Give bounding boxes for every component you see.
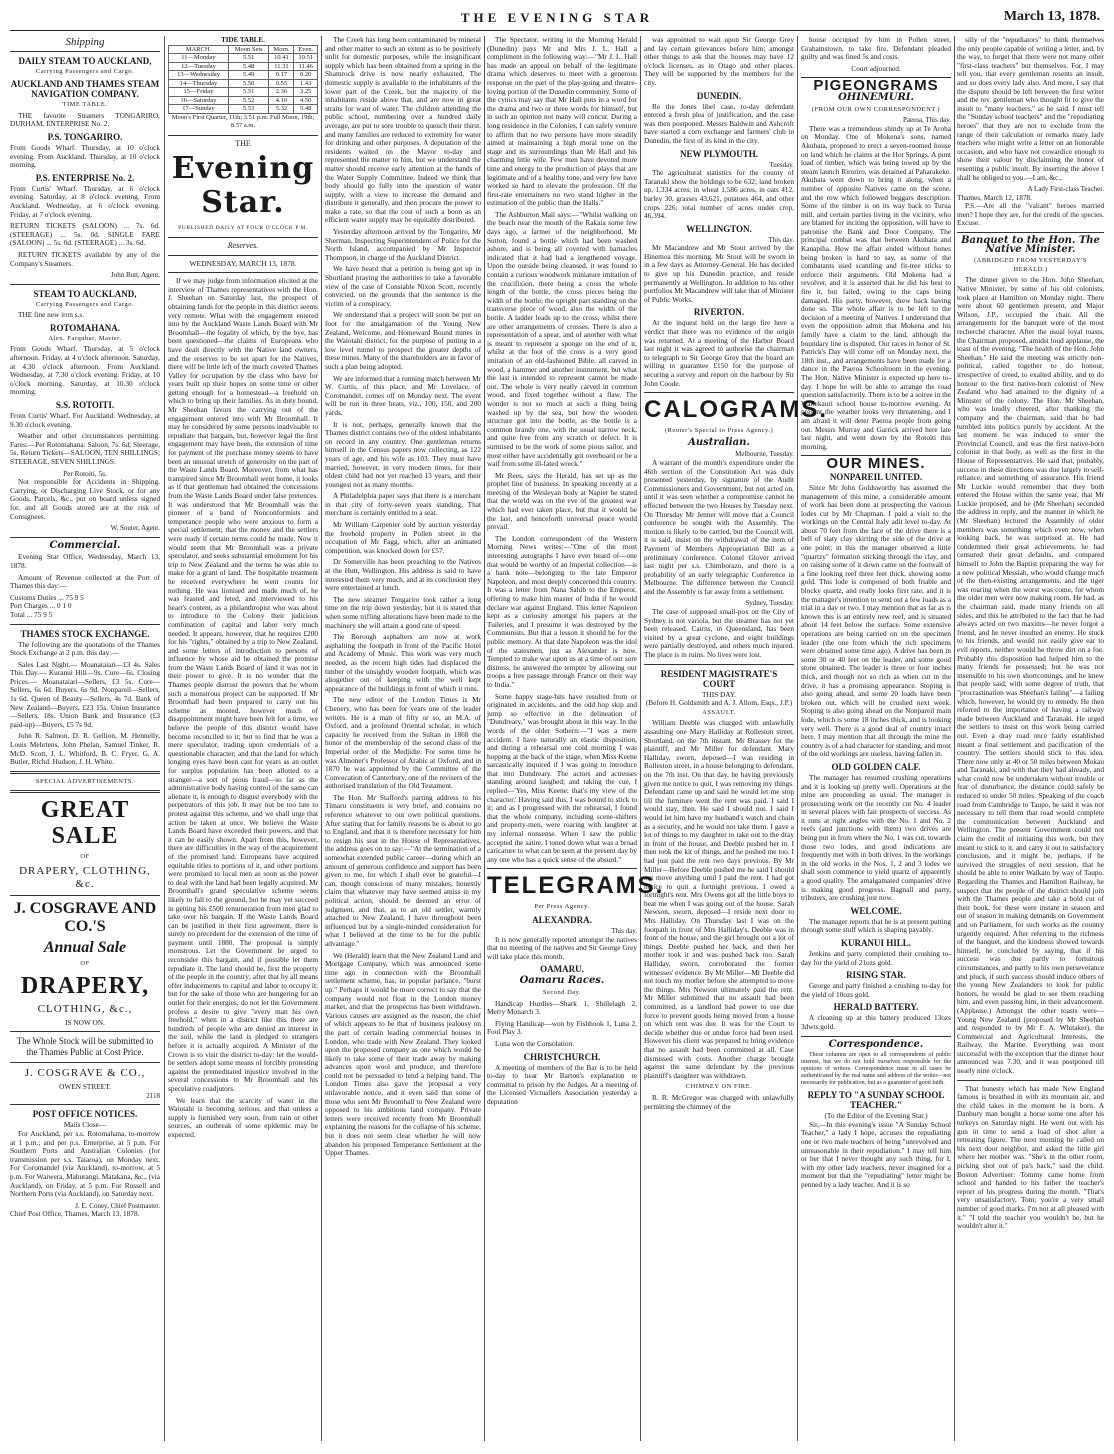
tide-cell: 5.49 (228, 71, 269, 80)
race-result: Handicap Hurdles—Shark 1, Shillelagh 2, Merry Monarch 3. (487, 998, 637, 1017)
column-5 (644, 35, 828, 1441)
mine-name: KURANUI HILL. (840, 938, 911, 948)
ship-intro: THE fine new iron s.s. (18, 310, 85, 320)
divider (487, 868, 637, 869)
ship-schedule: From Curtis' Wharf. For Auckland. Wednesday, at 9.30 o'clock evening. (10, 411, 160, 429)
court-bench: (Before H. Goldsmith and A. J. Allom, Esqs., J.P.) (645, 698, 793, 708)
article-paragraph: It is not, perhaps, generally known that the Thames district contains two of the oldest inhabitants on record in any country. One gentleman returns himself in the Census papers now collecting, as 122 years of age, and his wife as 103. They must have married, however, in very modern times, for their oldest child had not yet reached 13 years, and their youngest not as many months. (325, 419, 481, 489)
tide-title: TIDE TABLE. (221, 36, 265, 44)
divider (168, 272, 318, 273)
place-heading: OHINEMURI. (838, 91, 914, 103)
running-date: March 13, 1878. (1003, 9, 1100, 24)
court-heading: RESIDENT MAGISTRATE'S COURT (660, 668, 778, 689)
place-heading: OAMARU. (540, 964, 584, 975)
banquet-heading: Banquet to the Hon. The Native Minister. (961, 235, 1100, 255)
divider (10, 1104, 160, 1105)
exchange-heading: THAMES STOCK EXCHANGE. (20, 628, 150, 639)
cable-text: A warrant of the month's expenditure under the 46th section of the Constitution Act was duly presented yesterday, by signature of the Audit Commissioners and Government, but not acted on, until it was seen whether a compromise cannot be effected between the two Houses by Tuesday next. On Thursday Mr Jenner will move that a Council conference be sought with the Assembly. The motion is likely to be carried, but the Council will, it is said, insist on the withdrawal of the item of Payment of Members Appropriation Bill as a preliminary conference. Colonel Glover arrived last night per s.s. Chimborazo, and there is a probability of an early telegraphic Conference in Melbourne. The difference between the Council and the Assembly is far away from a settlement. (644, 457, 794, 596)
case-heading: ASSAULT. (702, 708, 736, 716)
newspaper-logo: Evening Star. (171, 151, 315, 221)
divider (957, 232, 1104, 233)
press-agency: Per Press Agency. (534, 903, 590, 911)
tide-cell: 4.50 (294, 96, 318, 105)
court-adjourned: Court adjourned. (851, 63, 901, 73)
divider (957, 1080, 1104, 1081)
court-text: William Deeble was charged with unlawfully assaulting one Mary Halliday at Rolleston street, Shortland, on the 7th instant. Mr Brassey for the plaintiff, and Mr Miller for defendant. Mary Halliday, sworn, deposed—I was residing in Rolleston street, in a house belonging to defendant, on the 7th inst. On that day, he having previously given me notice to quit, I was removing my things. Defendant came up and said he would let me stop till the furniture went the rent was paid. I said I would stay, then. He said I should not. I said I would let him have my husband's watch and chain as a security, and he would not take them. I gave a lot of things to my daughter to take out to the dray in front of the house, and Deeble pushed her in. I then took the kit of things, and he pushed me too. I had just paid the rent two days previous. By Mr Miller—Before Deeble pushed me he said I should not move anything until I paid the rent. I had got notice to quit a fortnight previous. I owed a fortnight's rent. Mrs Owens got all the little boys to beat me when I was going out of the house. Sarah Newson, sworn, deposed—I reside next door to Mrs Halliday. On Thursday last I was on the footpath in front of Mrs Halliday's. Deeble was in front of the house, and the girl brought out a lot of things. Deeble pushed her back, and then her mother took it and was pushed back too. Sarah Halliday, sworn, corroborated the former witnesses' evidence. By Mr Miller—Mr Deeble did not touch my mother before she attempted to move the things. Mrs Newson ultimately paid the rent. Mr Miller submitted that no assault had been committed, as a landlord had power to use due force to prevent goods being moved from a house on which rent was due. It was for the Court to decide whether due or undue force had been used. However his client was prepared to bring evidence that no assault had been committed at all. Case dismissed with costs. Another charge brought against the same defendant by the previous plaintiff's daughter was withdrawn. (644, 718, 794, 1080)
tide-cell: 5.51 (228, 54, 269, 63)
article-paragraph: Mr Rees, says the Herald, has set up as the prophet line of business. In speaking recently at a meeting of the Wesleyan body at Napier he stated that the world was on the eve of the greatest war which had ever taken place, but that it would be the last, and henceforth universal peace would prevail. (487, 470, 637, 532)
article-paragraph: Yesterday afternoon arrived by the Tongariro, Mr Sherman, Inspecting Superintendent of Police for the North Island, accompanied by Mr Inspector Thompson, in charge of the Auckland District. (325, 227, 481, 262)
correspondence-note: These columns are open to all correspondents of public interest, but we do not hold ourselves responsible for the opinions of writers. Correspondence must in all cases be authenticated by the real name and address of the writer—not necessarily for publication, but as a guarantee of good faith. (801, 1052, 951, 1087)
tide-cell: 5.50 (228, 79, 269, 88)
tide-cell: 11.31 (269, 62, 294, 71)
banquet-text: The dinner given to the Hon. John Sheehan, Native Minister, by some of his old colonists, took place at Hamilton on Monday night. There were about 60 gentlemen present, and Major Wilson, J.P., occupied the chair. All the arrangements for the banquet were of the most recherché character. After the usual loyal toasts, the Chairman proposed, amidst loud applause, the toast of the evening, "The health of the Hon. John Sheehan." He said the meeting was strictly non-political, called together to do honour, irrespective of creed, to exalted ability, and to do honour to the first native-born colonist of New Zealand who had attained to the dignity of a Minister of the colony. The Hon. Mr Sheehan, who was loudly cheered, after thanking the company and the chairman, said that he had tumbled into politics purely by accident. At the last moment he was induced to enter the Provincial Council, and was the first native-born colonist in that body, as well as the first in the House of Representatives. He said that, probably, success in these directions was due largely to self-reliance, and something of assurance. His friend Mr Luckie would remember that they both entered the House within the same year, that Mr Luckie proposed, and he (Mr Sheehan) seconded the address in reply, and the manner in which he (Mr Sheehan) lectured the Assembly of older members was something which even now, when looking back, he was surprised at. He had condemned their great achievements, he had censured their great defaults, and compared himself to John the Baptist preparing the way for a new political Messiah, who would change much of the then-existing arrangements, and the tiger was roaring when the worst was come, for whom the older men were now making room. He had, as the chairman said, made many friends on all sides, and this he attributed to the fact that he had always acted on two maxims—he never forgot a friend, and he never insulted an enemy. He stuck to his friends, and would not easily give ear to evil reports, neither would he throw dirt on a foe. Probably this disposition had helped him to the many friends he possessed; but he was not insensible to his own shortcomings, and he knew that people said, with some degree of truth, that "procrastination was Sheehan's failing"—a failing which, however, he would try to remedy. He then referred to the importance of having a railway made between Auckland and Taranaki. He urged the settlers to insist on this work being carried out. Even a dray road once fairly established meant a final settlement and pacification of the country. The settlers should stick to this idea. There now only at 40 or 50 miles between Mokau and Taranaki, and with that they had already, and what could now be undertaken without trouble or fear of disturbance, the distance could safely be reduced to under 50 miles. Speaking of the coach road from Cambridge to Taupo, he said it was not necessary to tell them that road would complete the communication between Auckland and Wellington. The present Government could not claim the credit of initiating this work, but they meant to stick to it, and carry it out to satisfactory conclusion, and it might be, perhaps, if he survived the struggles of next session, that he should be able to enter Waikato by way of Taupo. Regarding the Thames and Hamilton Railway, he suspect that the people of the district should join with the Thames people and take a bold cut of their book, for these were instant in season and out of season in making demands on Government and on Parliament, for such works as the country urgently required. After referring to the richness of the banquet, and the kindness showed towards himself, he concluded by saying, that if his success was due partly to fortuitous circumstances, and partly to his own perseverance and pluck, if such success should induce others of the young New Zealanders to look for public honors, he would be glad to see them reaching him, and even passing him, in their advancement. (Applause.) Amongst the other toasts were—Young New Zealand (proposed by Mr Sheehan and responded to by Mr F. A. Whitaker), the Commercial and Agricultural Interests, the Railway, the Marine. Everything was most successful with the exception that the dinner hour announced was 7.30, and it was postponed till nearly nine o'clock. (957, 275, 1104, 1076)
timetable-label: TIME TABLE. (62, 101, 108, 109)
letter-title: REPLY TO "A SUNDAY SCHOOL TEACHER." (807, 1090, 945, 1111)
column-1 (10, 36, 160, 1441)
letter-signature: A Lady First-class Teacher. (1027, 185, 1104, 194)
column-rule (640, 36, 641, 1441)
liability-note: Not responsible for Accidents in Shipping, Carrying, or Discharging Live Stock, or for any Goods, Parcels, &c., put on board unless signed for, and all Goods stored are at the risk of Consignees. (10, 477, 160, 521)
divider (10, 771, 160, 774)
dateline: This day. (768, 235, 794, 244)
stock-text: The Whole Stock will be submitted to the Thames Public at Cost Price. (16, 1036, 154, 1058)
office-dateline: Evening Star Office, Wednesday, March 13, 1878. (10, 552, 160, 570)
divider (10, 284, 160, 285)
divider (10, 1062, 160, 1063)
divider (801, 1036, 951, 1037)
tide-cell: 12—Tuesday (169, 62, 229, 71)
mine-name: HERALD BATTERY. (833, 1002, 919, 1013)
of-label: OF (80, 960, 90, 967)
sales-text: Sales Last Night.— Moanataiari—£3 4s. Sales This Day.— Kuranui Hill—9s. Cure—6s. Closing Prices.— Moanataiari—Sellers, £3 5s. Cure—Sellers, 6s 6d. Buyers, 6s 9d. Nonpareil—Sellers, 1s 6d. Queen of Beauty—Sellers, 4s 7d. Bank of New Zealand—Buyers, £23 15s. Union Insurance—Sellers, 18s. Union Bank and Insurance (£3 paid-up)—Buyers, £5 7s 9d. (10, 659, 160, 729)
editorial-heading: Reserves. (227, 240, 259, 250)
the-label: THE (235, 138, 251, 148)
tide-cell: 5.48 (228, 62, 269, 71)
great-sale: GREAT SALE (40, 797, 130, 850)
article-paragraph: A Philadelphia paper says that there is a merchant in that city of forty-seven years standing. That merchant is certainly entitled to a seat. (325, 491, 481, 518)
column-rule (954, 36, 955, 1441)
column-6 (801, 36, 951, 1441)
tide-cell: 1.43 (294, 79, 318, 88)
telegram-text: was appointed to wait upon Sir George Grey and lay certain grievances before him; amongst other things to ask that the houses may have 12 o'clock licenses, as in Otago and other places. They will be supported by the members for the city. (644, 35, 794, 87)
fare-note: Per Rotoiti, 5s. (63, 468, 107, 478)
mine-report: Jenkins and party completed their crushing to-day for the yield of 21ozs gold. (801, 949, 951, 967)
drapery-line: DRAPERY, CLOTHING, &c. (19, 865, 151, 890)
ad-subheading: Carrying Passengers and Cargo. (35, 300, 135, 308)
ship-schedule: From Goods Wharf. Thursday, at 10 o'clock evening. From Auckland. Thursday, at 10 o'clock morning. (10, 142, 160, 170)
running-title: THE EVENING STAR (460, 10, 654, 25)
dateline: Sydney, Tuesday. (745, 599, 794, 608)
tide-col: MARCH. (169, 45, 229, 54)
tide-cell: 13—Wednesday (169, 71, 229, 80)
tide-row (169, 96, 318, 105)
mine-name: RISING STAR. (846, 970, 906, 981)
tide-cell: 0.17 (269, 71, 294, 80)
column-rule (797, 36, 798, 1441)
letter-text: Sir,—In this evening's issue "A Sunday School Teacher," a lady I hope, accuses the repudiating one or two male teachers of being "unrevolved and unreasonable in their repudiation." I may tell him or her that I never thought any such thing, for I, with my other lady teachers, never imagined for a moment but that the "repudiating" letter might be penned by a lady teacher. And it is so (801, 1119, 951, 1189)
mine-name: NONPAREIL UNITED. (829, 471, 923, 482)
divider (10, 1031, 160, 1032)
tide-cell: 5.48 (294, 105, 318, 114)
abridged-note: (ABRIDGED FROM YESTERDAY'S HERALD.) (973, 257, 1087, 273)
post-office-place: Chief Post Office, Thames, March 13, 1878. (10, 1209, 140, 1219)
tide-row (169, 54, 318, 63)
mine-report: George and party finished a crushing to-day for the yield of 10ozs gold. (801, 981, 951, 999)
tide-cell: 16—Saturday (169, 96, 229, 105)
tide-cell: 5.53 (228, 105, 269, 114)
column-7 (957, 36, 1104, 1441)
special-heading: SPECIAL ADVERTISEMENTS. (35, 777, 135, 785)
tide-row (169, 88, 318, 97)
article-text: There was a tremendous shindy up at Te Aroha on Monday. One of Mokena's sons, named Akuhata, proposed to erect a seven-roomed house on land which he claims at the Hot Springs. A punt load of timber, which was being towed up by the steam launch Riroriro, was detained at Paharakeke. Akuhata went down to bring it along, when a number of opposite Natives came on the scene, and the row which followed beggars description. Some of the timber is on its way back to Turua mill, and certain parties living in the vicinity, who are blamed for inciting the opposition, will have to patronise the Bank and Door Company. The principal combat was that between Akuhata and Kanapiha. How the affair ended without bones being broken is hard to say, as some of the combatants used scantling and fit-tree sticks to enforce their arguments. Old Mokena had a revolver, and it is asserted that he did his best to fire it, but failed, owing to the caps being damaged. His party, however, drew back having done so. The whole affair is to be left to the decision of a meeting of Natives. I understand that even the opposition admit that Mokena and his family have a claim to the land, although the boundary line is disputed. Our races in honor of St. Patrick's Day will come off on Monday next, the 18th inst., and arrangements have been made for a dance in the Paeroa Schoolroom in the evening. The Hon. Native Minister is expected up here to-day. I hope he will be able to arrange the road question satisfactorily. There is to be a soiree in the Waitekauri school house to-morrow evening. At present the weather looks very threatening, and I am afraid it will deter Paeroa people from going out. Messrs Murray and Garrick arrived here late last night, and went down by the Rotoiti this morning. (801, 123, 951, 451)
total-row: Total ... 75 9 5 (10, 609, 53, 619)
races-heading: Oamaru Races. (519, 975, 605, 987)
now-on: IS NOW ON. (65, 1017, 105, 1027)
tide-row (169, 79, 318, 88)
divider (10, 624, 160, 625)
article-paragraph: We have heard that a petition is being got up in Shortland praying the authorities to take a favorable view of the case of Constable Nixon Scott, recently convicted, on the grounds that the sentence is the victim of a conspiracy. (325, 264, 481, 308)
tide-row (169, 62, 318, 71)
cable-text: The case of supposed small-pox on the City of Sydney is not variola, but the steamer has not yet been released. Cairns, in Queensland, has been visited by a great cyclone, and eight buildings were partially destroyed, and others much injured. The place is in ruins. No lives were lost. (644, 607, 794, 660)
letter-text: silly of the "repudiators" to think themselves the only people capable of writing a letter, and, by the way, to forget that there were not many other "first-class teachers" but themselves. For, I may tell you, that every gentleman resents an insult, and so does every lady also. And more, I say that the dispute should be left between the first writer and the rev. gentleman who thought fit to give the insult to "many teachers," as he said. I must tell the "Sunday school teachers" and the "repudiating heroes" that they are not to exclude from the range of their calculation or remarks many lady teachers who might write a letter on an honorable occasion, and who have not cowardice enough to show their valour by disclaiming the honor of resenting a public insult. By inserting the above I shall be obliged to you.—I am, &c., (957, 35, 1104, 182)
place-heading: NEW PLYMOUTH. (679, 148, 758, 159)
clothing-line: CLOTHING, &c., (37, 1002, 133, 1015)
place-heading: RIVERTON. (693, 307, 745, 318)
article-paragraph: The Spectator, writing in the Morning Herald (Dunedin) pays Mr and Mrs J. L. Hall a compliment in the following way:—"Mr J. L. Hall has made an appeal on behalf of the legitimate drama which deserves to meet with a generous response on the part of the play-going and theatre-loving portion of the Dunedin community. Some of the cynics may say that Mr Hall puts in a word for the drama and two or three words for himself, but in such an opinion not many will concur. During a long residence in the Colonies, I can safely venture to affirm that no two persons have more steadily aimed at maintaining a high moral tone on the stage and its surroundings than Mr Hall and his charming little wife. Few men have devoted more time and energy to the production of plays that are legitimate and of a healthy tone, and very few have worked so hard to elevate the profession. Of the first-rate entertainers no two stand higher in the estimation of the public than the Halls." (487, 35, 637, 208)
editorial-text: If we may judge from information elicited at the interview of Thames representatives with the Hon. J. Sheehan on Saturday last, the prospect of obtaining lands for the people in this district seems very remote. What with the engagement entered into by the Auckland Waste Lands Board with Mr Broomhall—the legality of which, by the bye, has been questioned—the claims of Europeans who have dealt directly with the Native land owners, and the reserves to be set apart for the Natives, there will be little left of the much coveted Thames Valley for occupation by the class who have for years built up their hopes on some time or other getting enough for a homestead—a freehold on which to bring up their families. As in duty bound, Mr Sheehan favors the carrying out of the engagement entered into with Mr Broomhall. It may be considered by some persons inadvisable to repudiate that bargain, but, however legal the first engagement may have been, the extension of time for payment of the purchase money seems to have been an unusual stretch of generosity on the part of the Waste Lands Board. Moreover, from what has transpired since Mr Broomhall went home, it looks as if that gentleman had obtained the concessions from the Waste Lands Board under false pretences. It was understood that Mr Broomhall was the pioneer of a band of Nonconformists and temperance people who were anxious to form a special settlement; that the money and the settlers were ready if certain terms could be made. Now it would seem that Mr Broomhall was a private speculator, and seeks substantial emolument for his trip to New Zealand and the terms he was able to make for a grant of land. The hospitable treatment he received everywhere he went counts for nothing. He was lionised and made much of, he was feasted and feted, and interviewed to his heart's content, as a philanthropist who was about to introduce to the Colony their judicious combination of capital and labor very much needed. It appears, however, that he requires £200 for his "rights," obtained by a trip to New Zealand, and some letters of introduction to persons of influence by whose aid he obtained the promise from the Waste Lands Board of land it was not in their power to give. It is no wonder that the Thames people distrust the powers that he whom such a monstrous project can be supported. If Mr Broomhall had been prepared to carry out his scheme as mooted, however much of disappointment might have been felt for a time, we believe the people of this district would have become reconciled to it; but to find that he was a mere speculator, trading upon credentials of a questionable character; and that the land for which longing eyes have been cast for years as an outlet for surplus population has been allotted to a stranger—a sort of pious fraud—so far as the administrative body having control of the same can alienate it, is enough to disgust everybody with the perpetrators of this job. It may not be too late to protest against this scheme, and we shall urge that action be taken at once. We believe the Waste Lands Board have exceeded their powers, and that it can be easily shown. Apart from this, however, there are difficulties in the way of the acquirement of the promised land. Europeans have acquired equitable titles to portions of it, and other portions were promised to local men as soon as the power to deal with the land had been legally acquired. Mr Broomhall's grand speculative scheme seems likely to fall to the ground, but he may yet succeed in getting his £500 remuneration from men glad to take over his bargain. If the Waste Lands Board can be justified in their first agreement, there is surely no precedent for the extension of the time of payment until 1880. The proposal is simply monstrous. Let the Government be urged to reconsider this bargain, and if possible let them repudiate it. The land should be, first the property of the people in the country; after that by all means offer inducements to capital and labor to occupy it; but for the sake of those who are hungering for an outlet for their energies, do not let the Government profess a desire to give "every man his own freehold," when in a district like this there are hundreds of people who are denied an interest in the soil, while the land is pledged to strangers before it is actually acquired. A Minister of the Crown is to visit the district to-day: let the would-be settlers adopt some means of forcibly protesting against the premeditated injustice involved in the several concessions to Mr Broomhall and his speculative coadjutors. (168, 276, 318, 1093)
editorial-dateline: WEDNESDAY, MARCH 13, 1878. (189, 258, 297, 268)
article-paragraph: That honesty which has made New England famous is breathed in with its mountain air, and the child takes in the moment he is born. A Danbury man bought a horse some one after his turkeys on Saturday night. He went out with his gun in time to send a load of shot after a retreating figure. The next morning he called on his next door neighbor, and asked the little girl where her mother was. "She's in the other room, picking shot out of pa's back," said the child. Boston Advertiser: Tommy came home from school and handed to his father the teacher's report of his progress during the month. "That's very unsatisfactory, Tom; you're a very small number of good marks. I'm not at all pleased with it." "I told the teacher you wouldn't be, but he wouldn't alter it." (957, 1083, 1104, 1231)
article-paragraph: The London correspondent of the Western Morning News writes:—"One of the most interesting autographs I have ever heard of—one that would be worthy of an imperial collection—is a bank note—belonging to the late Emperor Napoleon, and most deeply concerned this country. It was a letter from Nana Sahib to the Emperor, offering to make him master of India if he would declare war against England. This letter Napoleon kept as a curiosity amongst his papers at the Tuileries, and I presume it was destroyed by the Communists. But that a lesson it should be for the public memory. At that date Napoleon was the idol of the statesmen, just as Alexander is now. Tempted to make war upon us at a time of our sore distress, he answered the tempter by allowing our troops a free passage through France on their way to India." (487, 533, 637, 689)
annual-sale: Annual Sale (43, 939, 127, 956)
telegram-text: At the inquest held on the large fire here a verdict that there was no evidence of the origin was returned. At a meeting of the Harbor Board last night it was agreed to authorise the chairman to telegraph to Sir George Grey that the board are willing to guarantee £150 for the purpose of securing a survey and report on the harbour by Sir John Coode. (644, 318, 794, 388)
tide-cell: 10.41 (269, 54, 294, 63)
tide-cell: 3.25 (294, 88, 318, 97)
steamers-text: THE favorite Steamers TONGARIRO, DURHAM, ENTERPRISE No. 2. (10, 110, 160, 129)
column-2 (168, 36, 318, 1441)
telegram-text: Re the Jones libel case, to-day defendant entered a fresh plea of justification, and the case was then postponed. Messrs Baldwin and Ashcroft have started a corn exchange and farmers' club in Dunedin, the first of its kind in the city. (644, 101, 794, 145)
tide-cell: 4.10 (269, 96, 294, 105)
tide-cell: 17—Sunday (169, 105, 229, 114)
divider (10, 537, 160, 538)
exchange-text: The following are the quotations of the Thames Stock Exchange at 2 p.m. this day:— (10, 639, 160, 658)
ship-name: P.S. ENTERPRISE No. 2. (35, 172, 135, 183)
publication-note: PUBLISHED DAILY AT FOUR O'CLOCK P.M. (178, 225, 308, 232)
tide-cell: 5.51 (228, 88, 269, 97)
ship-name: P.S. TONGARIRO. (47, 131, 123, 142)
mine-report: The manager has resumed crushing operations and it is looking up pretty well. Operations at the mine are proceeding as usual. The manager is prosecuting work on the recently cut No. 4 leader in several places with fair prospects of success. As it runs at right angles with the No. 1 and No. 2 reefs (and junctions with them) two drives are being put in from where the No. 1 was cut, towards those two lodes, and good indications are frequently met with in both drives. In the workings in the old works in the Nos. 1, 2 and 3 lodes we shall soon commence to yield quartz of apparently a good quality. The amalgamated companies' drive is making good progress. Bagnall and party, tributers, are crushing just now. (801, 772, 951, 903)
place-heading: ALEXANDRA. (532, 915, 592, 925)
tide-cell: 11—Monday (169, 54, 229, 63)
correspondent-note: (FROM OUR OWN CORRESPONDENT.) (811, 105, 941, 113)
divider (10, 895, 160, 896)
article-paragraph: The Creek has long been contaminated by mineral and other matter to such an extent as to be positively unfit for domestic purposes, while the insignificant supply which has been obtained from a spring in the Shamrock drive is now nearly exhausted. The domestic supply is available to the inhabitants of the lower part of the Creek, but the majority of the inhabitants reside above that, and are now in great straits for want of water. The children attending the public school, numbering over a hundred daily average, are put to sore trouble to quench their thirst, and many families are reduced to extremity for water for drinking and other purposes. A deputation of the residents waited on the Mayor to-day and represented the matter to him, but we understand the matter should receive early attention at the hands of the Water Supply Committee. Indeed we think that body should go fully into the question of water supply, with a view to increase the demand and distribute it generally, and then procure the power to make a rate, so that the cost of such a boon as an efficient water supply may be equitably distributed. (325, 35, 481, 225)
tide-table (168, 45, 318, 114)
divider (10, 51, 160, 52)
ship-schedule: From Curtis' Wharf. Thursday, at 6 o'clock evening. Saturday, at 8 o'clock evening. From Auckland. Wednesday, at 6 o'clock evening. Friday, at 7 o'clock evening. (10, 183, 160, 219)
letter-postscript: P.S.—Are all the "valiant" heroes married men? I hope they are, for the credit of the species. Excuse. (957, 201, 1104, 228)
ad-heading: STEAM TO AUCKLAND, (33, 288, 137, 299)
article-paragraph: We are informed that a running match between Mr W. Curtis, of this place, and Mr Lovelace, of Coromandel, comes off on Monday next. The event will be run in three heats, viz., 100, 150, and 200 yards. (325, 373, 481, 417)
ad-number: 2118 (146, 1091, 160, 1100)
race-result: Luna won the Consolation. (495, 1038, 575, 1048)
ship-master: Alex. Farquhar, Master. (48, 334, 122, 342)
tide-cell: 0.20 (294, 71, 318, 80)
article-paragraph: Mr William Carpenter sold by auction yesterday the freehold property in Pollen street in the occupation of Mr Fagg, which, after an animated competition, was knocked down for £57. (325, 520, 481, 555)
column-rule (164, 36, 165, 1441)
letter-place: Thames, March 12, 1878. (957, 192, 1032, 202)
ad-subheading: Carrying Passengers and Cargo. (35, 67, 135, 75)
newspaper-page (10, 8, 1104, 1446)
company-name: AUCKLAND AND THAMES STEAM NAVIGATION COMPANY. (10, 79, 160, 100)
weather-text: Weather and other circumstances permitting. Fares:—Per Rotomahana: Saloon, 7s. 6d; Steerage, 5s. Return Tickets—SALOON, TEN SHILLINGS; STEERAGE, SEVEN SHILLINGS. (10, 431, 160, 466)
customs-row: Customs Duties ... 75 9 5 (10, 592, 84, 602)
agent-signature: W. Souter, Agent. (110, 524, 160, 533)
column-3 (325, 36, 481, 1441)
tide-cell: 2.36 (269, 88, 294, 97)
tide-cell: 5.32 (269, 105, 294, 114)
races-day: Second Day. (542, 988, 582, 996)
mine-name: WELCOME. (850, 905, 902, 916)
tide-cell: 11.46 (294, 62, 318, 71)
case-heading: CHIMNEY ON FIRE. (685, 1083, 753, 1091)
article-paragraph: The Hon. Mr Stafford's parting address to his Timaru constituents is very brief, and contains no reference whatever to our own political questions. After stating that for family reasons he is about to go to England, and that it is therefore necessary for him to resign his seat in the House of Representatives, the address goes on to say:—"At the termination of a somewhat extended public career—during which an amount of generous confidence and support has been given to me, for which I shall ever be grateful—I can, though conscious of many mistakes, honestly claim that whatever may have seemed amiss in my political action, should be deemed an error of judgment, and that, as to an old settler, warmly attached to New Zealand, I have throughout been influenced but by a single-minded consideration for what I believed at the time to be for the public advantage." (325, 792, 481, 948)
post-office-heading: POST OFFICE NOTICES. (32, 1109, 138, 1120)
column-rule (321, 36, 322, 1441)
revenue-text: Amount of Revenue collected at the Port of Thames this day:— (10, 572, 160, 591)
article-paragraph: The Ashburton Mail says:—"Whilst walking on the beach near the mouth of the Rakaia some few days ago, a farmer of the neighborhood, Mr Sutton, found a bottle which had been washed ashore, and is being all covered with barnacles indicated that it had had a lengthened voyage. Upon the outside being cleansed, it was found to contain a curious woodwork miniature imitation of the crucifixion, there being a cross the whole length of the bottle, the cross pieces being the width of the bottle; the upright part standing on the transverse piece of wood, also the width of the bottle. A ladder leads up to the cross, whilst there are other arrangements of crosses. There is also a representation of a spear, and of another with what is meant to represent a sponge on the end of it, whilst at the foot of the cross is a very good imitation of an old-fashioned Bible, all carved in wood, a hammer and another instrument, but what the last is intended to represent cannot be made out. The whole is very neatly carved in common wood, and fixed together without a flaw. The wonder is not so much at such a thing being washed up by the sea, but how the wooden structure got into the bottle, as the bottle is a common brandy one, with the usual narrow neck, and quite free from any scratch or defect. It is surmised to be the work of some pious sailor, and most either have accidentally got overboard or be a waif from some ill-fated wreck." (487, 209, 637, 469)
tide-cell: 14—Thursday (169, 79, 229, 88)
tide-header-row (169, 45, 318, 54)
mine-report: A cleaning up at this battery produced 13ozs 3dwts gold. (801, 1013, 951, 1031)
dateline: This day. (611, 927, 637, 935)
divider (644, 664, 794, 665)
article-paragraph: We (Herald) learn that the New Zealand Land and Mortgage Company, which was announced some time ago in connection with the Broomhall settlement scheme, has, in popular parlance, "burst up." Perhaps it would be more correct to say that the company would not float in the London money market, and that the prospectus has been withdrawn. Various causes are assigned as the reason, the chief of which appears to be that of business jealousy on the part of certain leading commercial houses in London, who trade with New Zealand. They looked upon the proposed company as one which would be likely to take some of their trade away by making advances upon wool and produce, and therefore could not be persuaded to lend a helping hand. The London Times also gave the proposal a very unfavorable notice, and it even said that some of those who sent Mr Broomhall to New Zealand were opposed to his ambitious land company. Private letters were received recently from Mr Broomhall explaining the reasons for the collapse of his scheme, but it does not seem clear whether he will now abandon his proposed Temperance Settlement at the Upper Thames. (325, 950, 481, 1158)
article-paragraph: We understand that a project will soon be put on foot for the amalgamation of the Young New Zealand, Welcome, and Homeward Bound mines in the Waiotahi district, for the purpose of putting in a low level tunnel to prospect the greater depths of these mines. Many of the shareholders are in favor of such a plan being adopted. (325, 310, 481, 371)
postmaster-signature: J. E. Coney, Chief Postmaster. (75, 1201, 160, 1210)
ship-name: S.S. ROTOITI. (55, 400, 115, 411)
drapery-title: DRAPERY, (20, 972, 150, 999)
divider (168, 255, 318, 256)
column-4 (487, 35, 665, 1441)
mine-report: Since Mr John Goldsworthy has assumed the management of this mine, a considerable amount of work has been done at prospecting the various lodes cut by Mr Chapman. I paid a visit to the workings on the Central Italy adit level to-day. At about 70 feet from the face of the drive there is a bell of slaty clay skirting the side of the drive at one point; in this the manager observed a little "quartzy" formation sticking through the clay, and on raising some of it down came on the footwall of a fine looking reef three feet thick, showing some gold. This lode is composed of both friable and blocky quartz, and really looks first rate, and it is the manager's intention to send out a few loads as a trial in a day or two. I may mention that as far as is known this is an entirely new reef, and is situated about 14 feet below the surface. Some extensive operations are being carried on on the specimen leader (the one from which the rich specimens were obtained some time ago). A drive has been in some 30 or 40 feet on the leader, and some good stone obtained. The leader is three or four inches thick, and though not so rich as when cut in the drive, it has a promising appearance. Stoping is also going ahead, and some 20 loads have been broken out, which will be crushed next week. Stoping is also going ahead on the Nonpareil main lode, which is some 18 inches thick, and is looking very well. There is a good deal of country intact here. I may mention that all through the mine the country is of a bad character for standing, and most of the old workings are useless, having fallen in. (801, 482, 951, 759)
divider (168, 237, 318, 238)
court-text: house occupied by him in Pollen street, Grahamstown, to take fire. Defendant pleaded guilty and was fined 5s and costs. (801, 35, 951, 62)
telegram-text: The agricultural statistics for the county of Taranaki show the holdings to be 632; land broken up, 1,334 acres; in wheat 1,586 acres, in oats 412, barley 30, grasses 43,621, potatoes 464, and other crops 226; total number of acres under crop, 46,394. (644, 168, 794, 221)
place-heading: CHRISTCHURCH. (523, 1051, 601, 1062)
mails-close: Mails Close— (63, 1120, 107, 1130)
column-rule (484, 36, 485, 1441)
telegram-text: Mr Macandrew and Mr Stout arrived by the Hinemoa this morning. Mr Stout will be sworn in in a few days as Attorney-General. He has decided to give up his Dunedin practice, and reside permanently at Wellington. In addition to his other portfolios Mr Macandrew will take that of Minister of Public Works. (644, 243, 794, 304)
owen-street: OWEN STREET. (59, 1082, 111, 1092)
mine-name: OLD GOLDEN CALF. (831, 761, 921, 772)
divider (168, 135, 318, 136)
tide-row (169, 71, 318, 80)
running-header (10, 8, 1104, 31)
article-paragraph: The new steamer Tongariro took rather a long time on the trip down yesterday, but it is stated that when some trifling alterations have been made to the machinery she will attain a good rate of speed. (325, 594, 481, 630)
mails-text: For Auckland, per s.s. Rotomahana, to-morrow at 1 p.m.; and per p.s. Enterprise, at 5 p.m. For Southern Ports and Australian Colonies (for transmission per s.s. Taiaroa), on Monday next. For Coromandel (via Auckland), to-morrow, at 5 p.m. For Waiwera, Mahurangi, Matakana, &c., (via Auckland), on Friday, at 5 p.m. For Russell and Northern Ports (via Auckland), on Saturday next. (10, 1128, 160, 1199)
fares-note: RETURN TICKETS available by any of the Company's Steamers. (10, 249, 160, 268)
ad-heading: DAILY STEAM TO AUCKLAND, (18, 55, 152, 66)
tide-cell: 0.55 (269, 79, 294, 88)
tide-cell: 5.52 (228, 96, 269, 105)
mines-heading: OUR MINES. (826, 455, 926, 473)
australian-heading: Australian. (688, 436, 750, 448)
article-paragraph: We learn that the scarcity of water in the Waiotahi is becoming serious, and that unless a supply is furnished very soon, from rain or other sources, an outbreak of some epidemic may be expected. (168, 1095, 318, 1139)
letter-address: (To the Editor of the Evening Star.) (824, 1111, 928, 1121)
tide-row (169, 105, 318, 114)
commercial-heading: Commercial. (49, 539, 121, 551)
port-row: Port Charges ... 0 1 0 (10, 601, 72, 611)
cosgrave-co: J. COSGRAVE & CO., (24, 1067, 146, 1080)
article-paragraph: The new editor of the London Times is Mr Chenery, who has been for years one of the leader writers. He is a man of fifty or so, an M.A. of Oxford, and a profound Oriental scholar, in which capacity he received from the Sultan in 1868 the honor of the membership of the second class of the Imperial order of the Medjidie. For some time he was Almoner's Professor of Arabic at Oxford, and in 1870 he was appointed by the Committee of the Convocation of Canterbury, one of the revisers of the authorised translation of the Old Testament. (325, 695, 481, 791)
dateline: Paeroa, This day. (902, 116, 951, 125)
pigeongrams-heading: PIGEONGRAMS (813, 77, 939, 95)
tide-cell: 15—Friday (169, 88, 229, 97)
tide-col: Even. (294, 45, 318, 54)
of-label: OF (80, 853, 90, 861)
shipping-heading: Shipping (65, 36, 105, 48)
cosgrave-name: J. COSGRAVE AND CO.'S (13, 900, 157, 935)
dateline: Tuesday. (769, 160, 794, 169)
ship-name: ROTOMAHANA. (49, 322, 121, 333)
mine-report: The manager reports that he is at present putting through some stuff which is shaping payably. (801, 916, 951, 935)
correspondence-heading: Correspondence. (828, 1038, 924, 1050)
moon-text: Moon's First Quarter, 11th; 3.51 p.m. Full Moon, 19th; 8.57 a.m. (171, 113, 315, 130)
tide-col: Moon Sets (228, 45, 269, 54)
divider (10, 790, 160, 793)
reuters-note: (Reuter's Special to Press Agency.) (664, 427, 774, 435)
calograms-heading: CALOGRAMS. (644, 396, 828, 424)
article-paragraph: Some happy stage-hits have resulted from or originated in accidents, and the odd hop skip and jump so effective in the delineation of "Dundreary," was brought about in this way. In the words of the older Sothern:—"I was a mere accident. I have naturally an elastic disposition, and during a rehearsal one cold morning I was hopping at the back of the stage, when Miss Keene sarcastically inquired if I was going to introduce that into Dundreary. The actors and actresses standing around laughed; and taking the cue, I replied—'Yes, Miss Keene; that's my view of the character.' Having said this, I was bound to stick to it; and as I progressed with the rehearsal, I found that the whole company, including scene-shifters and property-men, were roaring with laughter at my infernal nonsense. When I saw the public accepted the satire, I toned down what was a broad caricature to what can be seen at the present day by any one who has a quick sense of the absurd." (487, 691, 637, 864)
place-heading: WELLINGTON. (686, 223, 752, 234)
court-text: R. R. McGregor was charged with unlawfully permitting the chimney of the (644, 1092, 794, 1111)
fares-text: RETURN TICKETS (SALOON) ... 7s. 6d. (STEERAGE) ... 5s. 0d. SINGLE FARE (SALOON) ... 5s. 0d. (STEERAGE) ... 3s. 6d. (10, 221, 160, 248)
divider (644, 392, 794, 393)
race-result: Flying Handicap—won by Fishhook 1, Luna 2, Foul Play 3. (487, 1018, 637, 1037)
article-paragraph: The Borough asphalters are now at work asphalting the footpath in front of the Pacific Hotel and Academy of Music. This work was very much needed, as the recent high tides had displaced the timber of the unsightly wooden footpath, which was altogether out of keeping with the well kept appearance of the buildings in front of which it runs. (325, 632, 481, 693)
dateline: Melbourne, Tuesday. (735, 450, 794, 459)
tide-cell: 10.51 (294, 54, 318, 63)
members-list: John R. Salmon, D. R. Gellion, M. Hennelly, Louis Mehrtens, John Phelan, Samuel Tinker, R. McD. Scott, J. L. Whitford, B. C. Fryer, G. A. Butler, Richd. Hudson, J. H. White. (10, 731, 160, 767)
telegram-text: A meeting of members of the Bar is to be held to-day to hear Mr Barton's explanation re committal to prison by the Judges. At a meeting of the Licensed Victuallers Association yesterday a deputation (487, 1062, 637, 1106)
telegrams-heading: TELEGRAMS. (487, 872, 665, 900)
telegram-text: It is now generally reported amongst the natives that no meeting of the natives and Sir George Grey will take place this month. (487, 934, 637, 961)
court-day: THIS DAY. (701, 689, 737, 699)
tide-col: Morn. (269, 45, 294, 54)
agent-signature: John Butt, Agent. (110, 271, 160, 280)
place-heading: DUNEDIN. (696, 90, 742, 101)
article-paragraph: Dr Somerville has been preaching to the Natives at the Hutt, Wellington. His address is said to have interested them very much, and at its conclusion they were entertained at lunch. (325, 557, 481, 593)
ship-schedule: From Goods Wharf. Thursday, at 5 o'clock afternoon. Friday, at 4 o'clock afternoon. Saturday, at 4.30 o'clock afternoon. From Auckland. Wednesday, at 7.30 o'clock evening. Friday, at 10 o'clock morning. Saturday, at 10.30 o'clock morning. (10, 344, 160, 397)
